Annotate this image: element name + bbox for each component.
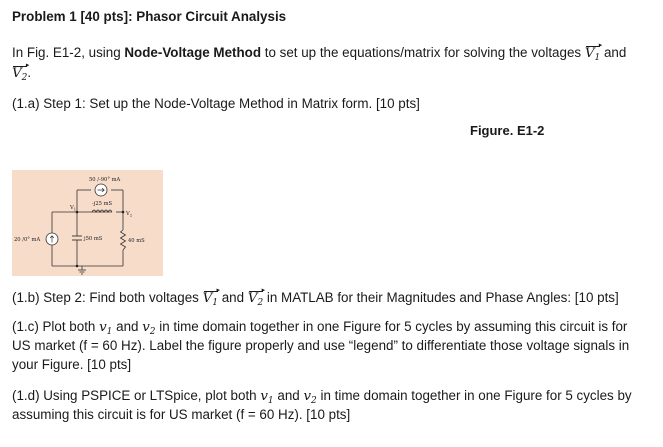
left-source-label: 20 /0° mA [14,237,41,243]
circuit-figure [12,170,163,276]
top-source-label: 50 /-90° mA [89,177,121,183]
step-c-text: (1.c) Plot both [12,319,100,334]
title-separator: : [128,9,137,24]
circuit-diagram [12,170,163,276]
step-b-v2-letter: V [247,291,258,306]
resistor-label: 40 mS [128,238,145,244]
step-d-text: (1.d) Using PSPICE or LTSpice, plot both [12,388,261,403]
step-b-v1-subscript: 1 [212,298,218,308]
step-c-line-3: your Figure. [10 pts] [12,357,132,372]
step-d-v2 [303,389,316,404]
step-c-line-2: US market (f = 60 Hz). Label the figure properly and use “legend” to differentiate those voltage signals in [12,338,630,353]
node-v1-label: $V_1$ [70,205,77,212]
v2-subscript: 2 [21,73,28,83]
figure-label: Figure. E1-2 [470,123,545,138]
step-c-text-2: in time domain together in one Figure for 5 cycles by assuming this circuit is for [155,319,628,334]
step-c-v2-subscript: 2 [149,327,156,337]
problem-topic: Phasor Circuit Analysis [136,9,287,24]
intro-period: . [27,65,32,80]
step-d-v1-letter: v [260,389,268,404]
node-v2-dot [122,211,125,214]
resistor [121,230,126,250]
step-d-and: and [273,388,304,403]
intro-line-2 [12,61,32,87]
v1-phasor: $V_1$ ▸ [585,45,600,67]
step-c-v2 [142,320,155,335]
node-v1-dot [76,211,79,214]
method-name: Node-Voltage Method [124,45,262,60]
step-b-text-2: in MATLAB for their Magnitudes and Phase Angles: [10 pts] [263,290,619,305]
v1-letter: V [584,46,595,61]
step-d-line-2: assuming this circuit is for US market (f = 60 Hz). [10 pts] [12,407,351,422]
step-b-v2-subscript: 2 [257,298,264,308]
step-d-v2-subscript: 2 [311,396,317,406]
capacitor-label: j50 mS [84,236,103,242]
step-c-v1-subscript: 1 [106,327,113,337]
v2-letter: V [12,66,22,81]
v2-phasor: $V_2$ ▸ [12,65,27,87]
step-b-and: and [217,290,248,305]
step-d-v1-subscript: 1 [267,396,274,406]
step-b-v1-letter: V [202,291,213,306]
step-a: (1.a) Step 1: Set up the Node-Voltage Method in Matrix form. [10 pts] [12,96,420,111]
step-b-v2: $V_2$ ▸ [248,290,263,312]
step-c-and: and [112,319,143,334]
bottom-node-dot [76,265,79,268]
step-b-v1: $V_1$ ▸ [203,290,218,312]
step-d-text-2: in time domain together in one Figure for 5 cycles by [316,388,632,403]
intro-text-2: to set up the equations/matrix for solving the voltages [261,45,585,60]
step-c-v1-letter: v [99,320,107,335]
step-c-v2-letter: v [142,320,150,335]
step-c-v1 [99,320,112,335]
step-b-text: (1.b) Step 2: Find both voltages [12,290,203,305]
series-element-label: -j25 mS [92,201,113,207]
intro-and: and [600,45,627,60]
intro-line-1 [12,41,627,67]
problem-number: Problem 1 [40 pts] [12,9,129,24]
node-v2-label: $V_2$ [126,211,133,218]
problem-title [12,8,286,25]
step-b [12,286,619,312]
step-d-v1 [260,389,273,404]
step-d-v2-letter: v [303,389,312,404]
v1-subscript: 1 [594,53,601,63]
intro-text: In Fig. E1-2, using [12,45,125,60]
